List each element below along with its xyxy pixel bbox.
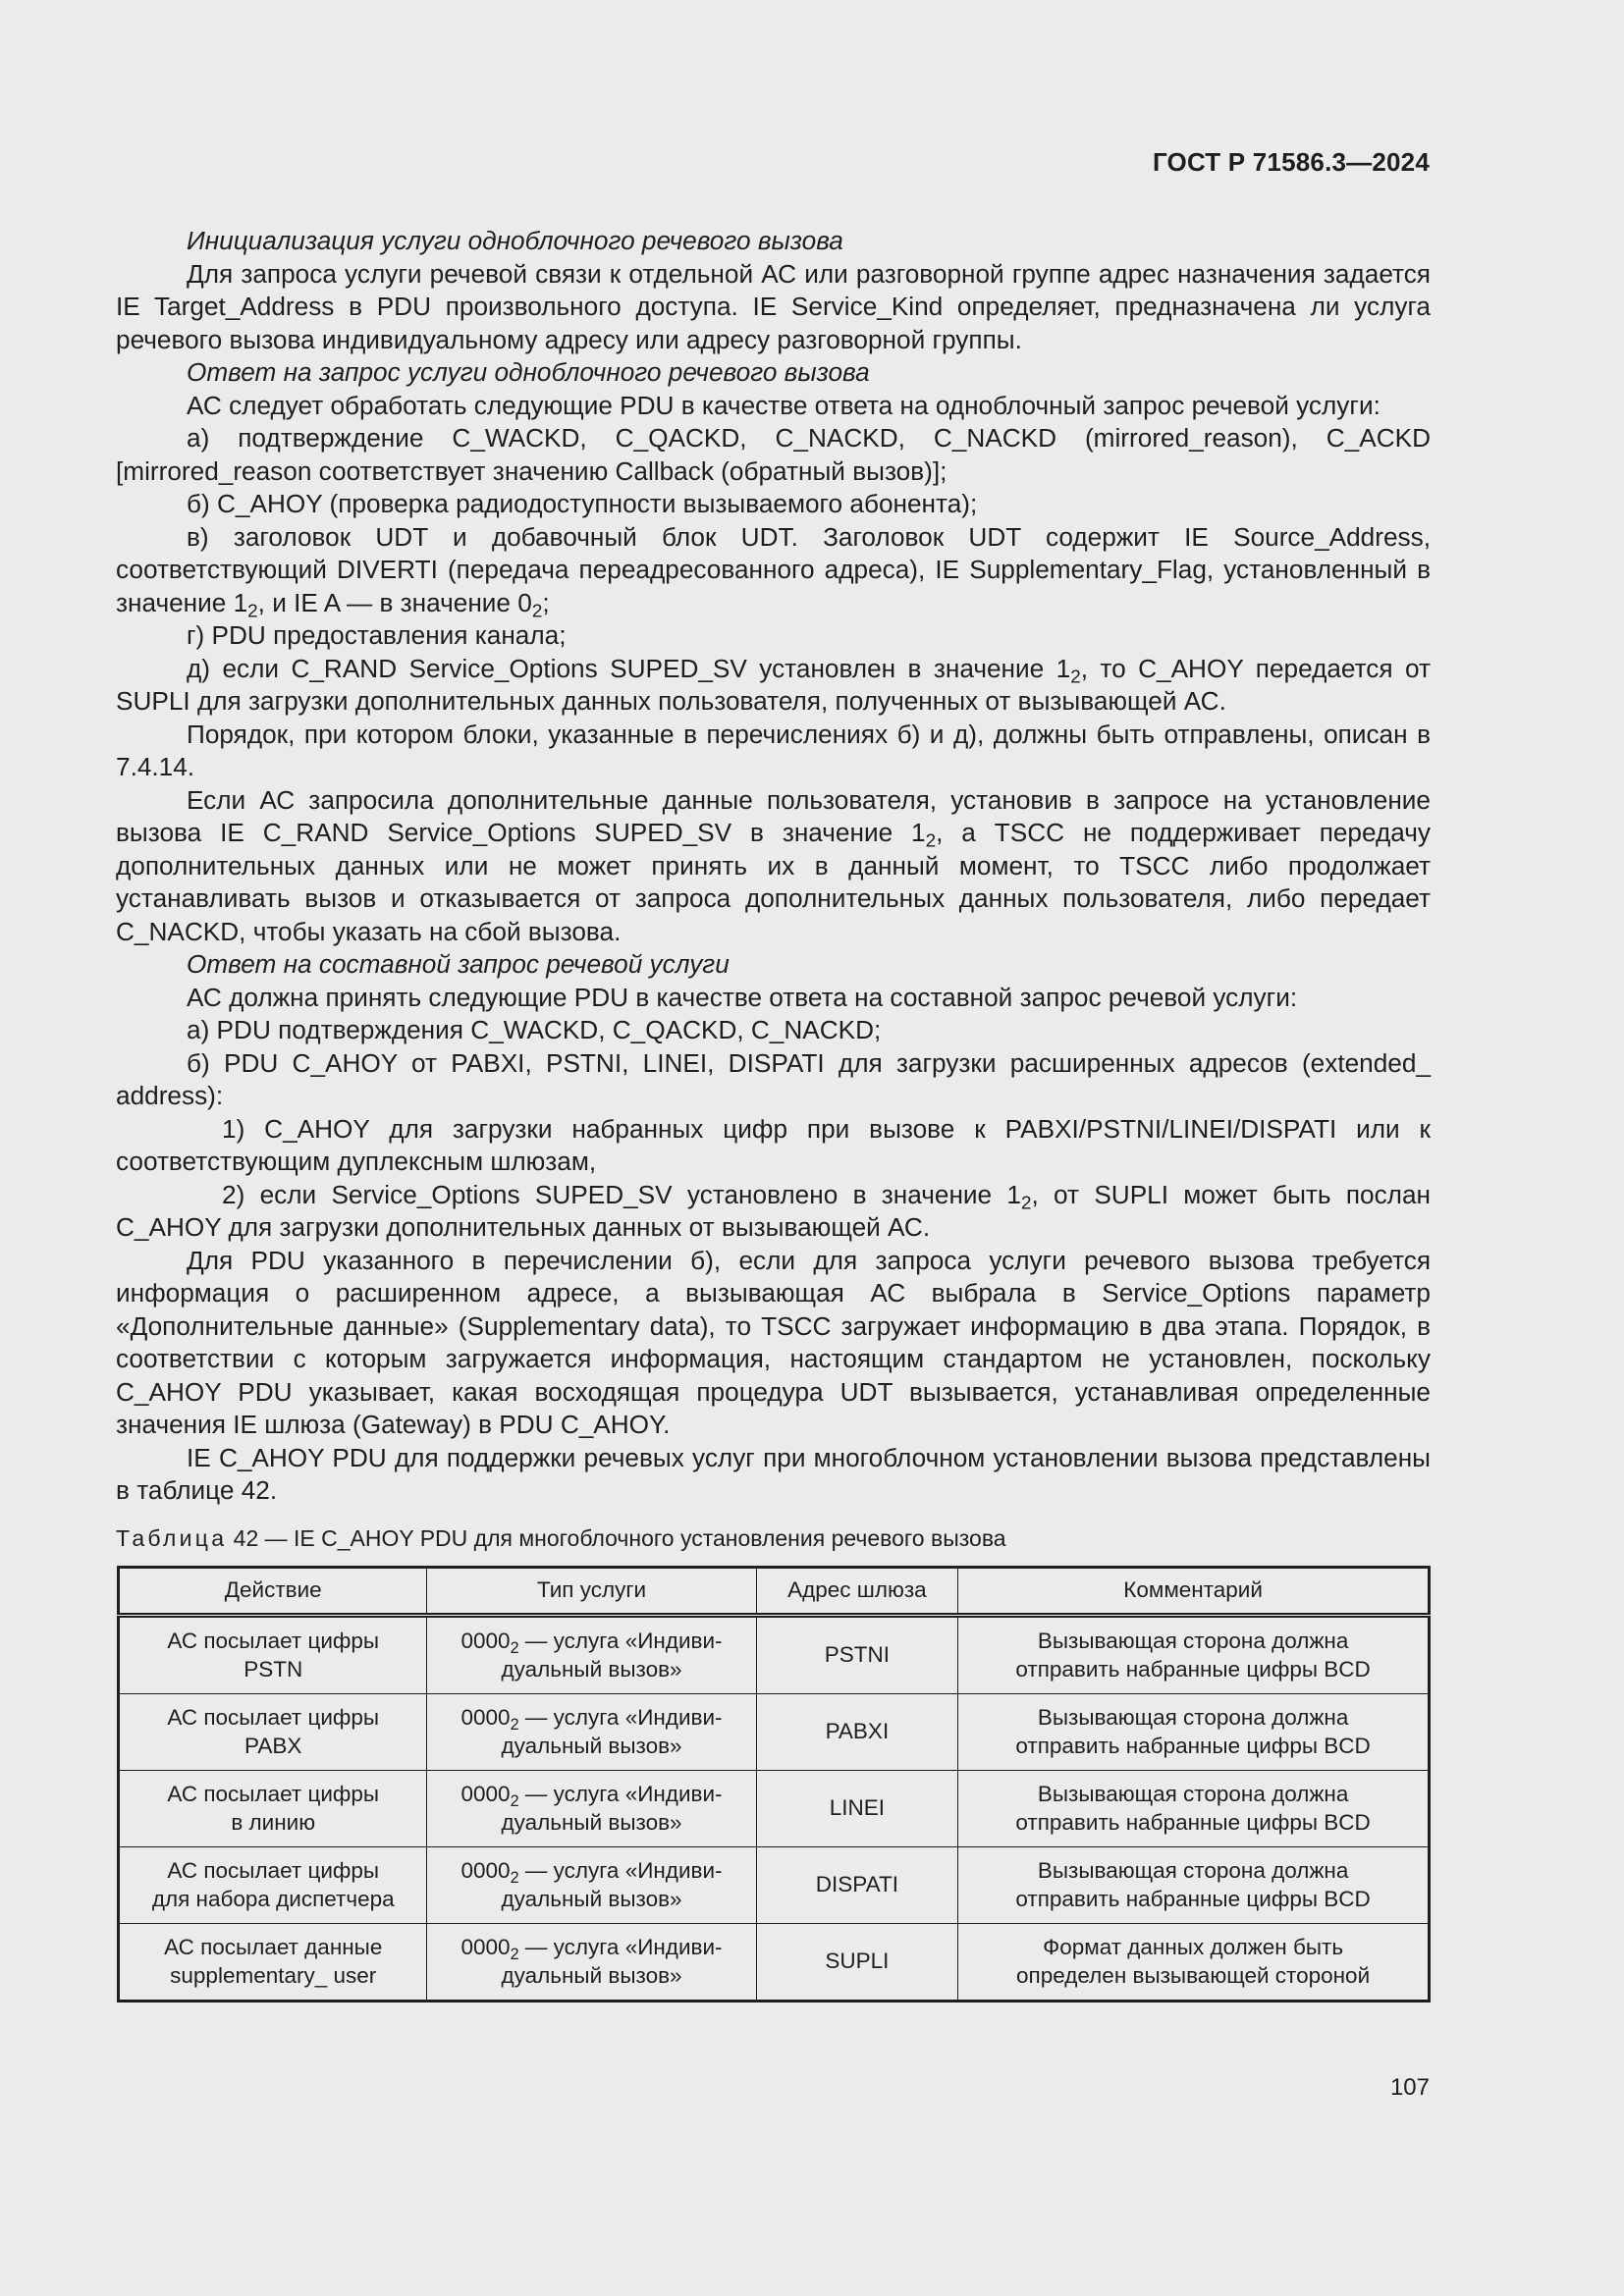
table-header-cell: Тип услуги xyxy=(427,1568,756,1616)
table-row xyxy=(119,1847,1430,1924)
section-heading: Инициализация услуги одноблочного речевого вызова xyxy=(187,226,843,255)
page-number: 107 xyxy=(1389,2074,1430,2101)
paragraph: АС должна принять следующие PDU в качестве ответа на составной запрос речевой услуги: xyxy=(187,982,1298,1012)
paragraph: д) если C_RAND Service_Options SUPED_SV установлен в значение $1_2$, то C_AHOY передается от SUPLI для загрузки дополнительных данных пользователя, полученных от вызывающей АС. xyxy=(116,653,1432,716)
table-row xyxy=(119,1924,1430,2002)
table-caption-word: Таблица xyxy=(116,1525,228,1551)
table-row xyxy=(119,1694,1430,1771)
paragraph: б) C_AHOY (проверка радиодоступности вызываемого абонента); xyxy=(187,489,978,518)
paragraph: Порядок, при котором блоки, указанные в перечислениях б) и д), должны быть отправлены, описан в 7.4.14. xyxy=(116,719,1431,781)
table-cell: АС посылает цифры PABX xyxy=(119,1694,427,1771)
paragraph: 1) C_AHOY для загрузки набранных цифр при вызове к PABXI/PSTNI/LINEI/DISPATI или к соответствующим дуплексным шлюзам, xyxy=(116,1113,1431,1176)
table-cell: LINEI xyxy=(756,1771,958,1847)
paragraph: 2) если Service_Options SUPED_SV установлено в значение $1_2$, от SUPLI может быть послан C_AHOY для загрузки дополнительных данных от вызывающей АС. xyxy=(116,1179,1431,1242)
table-row xyxy=(119,1616,1430,1694)
table-cell: Вызывающая сторона должна отправить набранные цифры BCD xyxy=(958,1847,1430,1924)
table-cell: SUPLI xyxy=(756,1924,958,2002)
table-cell: Вызывающая сторона должна отправить набранные цифры BCD xyxy=(958,1694,1430,1771)
paragraph: Для PDU указанного в перечислении б), если для запроса услуги речевого вызова требуется информация о расширенном адресе, а вызывающая АС выбрала в Service_Options параметр «Дополнительные данные» (Supplementary data), то TSCC загружает информацию в два этапа. Порядок, в соответствии с которым загружается информация, настоящим стандартом не установлен, поскольку C_AHOY PDU указывает, какая восходящая процедура UDT вызывается, устанавливая определенные значения IE шлюза (Gateway) в PDU C_AHOY. xyxy=(116,1245,1431,1439)
table-header-row xyxy=(119,1568,1430,1616)
table-row xyxy=(119,1771,1430,1847)
paragraph: Для запроса услуги речевой связи к отдельной АС или разговорной группе адрес назначения задается IE Target_Address в PDU произвольного доступа. IE Service_Kind определяет, предназначена ли услуга речевого вызова индивидуальному адресу или адресу разговорной группы. xyxy=(116,258,1431,354)
table-cell: Вызывающая сторона должна отправить набранные цифры BCD xyxy=(958,1616,1430,1694)
table-cell: DISPATI xyxy=(756,1847,958,1924)
document-body xyxy=(116,225,1431,1508)
table-cell: $0000_2$ — услуга «Индиви- дуальный вызов» xyxy=(427,1847,756,1924)
table-cell: Формат данных должен быть определен вызывающей стороной xyxy=(958,1924,1430,2002)
paragraph: IE C_AHOY PDU для поддержки речевых услуг при многоблочном установлении вызова представлены в таблице 42. xyxy=(116,1442,1431,1505)
paragraph: АС следует обработать следующие PDU в качестве ответа на одноблочный запрос речевой услуги: xyxy=(187,390,1380,420)
table-header-cell: Комментарий xyxy=(958,1568,1430,1616)
table-body xyxy=(119,1616,1430,2002)
paragraph: а) PDU подтверждения C_WACKD, C_QACKD, C_NACKD; xyxy=(187,1015,882,1044)
paragraph: г) PDU предоставления канала; xyxy=(187,620,567,650)
table-cell: PSTNI xyxy=(756,1616,958,1694)
table-cell: АС посылает цифры в линию xyxy=(119,1771,427,1847)
table-header-cell: Адрес шлюза xyxy=(756,1568,958,1616)
paragraph: Если АС запросила дополнительные данные пользователя, установив в запросе на установление вызова IE C_RAND Service_Options SUPED_SV в значение $1_2$, а TSCC не поддерживает передачу дополнительных данных или не может принять их в данный момент, то TSCC либо продолжает устанавливать вызов и отказывается от запроса дополнительных данных пользователя, либо передает C_NACKD, чтобы указать на сбой вызова. xyxy=(116,784,1431,946)
table-cell: $0000_2$ — услуга «Индиви- дуальный вызов» xyxy=(427,1616,756,1694)
table-header-cell: Действие xyxy=(119,1568,427,1616)
table-cell: АС посылает цифры PSTN xyxy=(119,1616,427,1694)
table-cell: $0000_2$ — услуга «Индиви- дуальный вызов» xyxy=(427,1771,756,1847)
table-cell: $0000_2$ — услуга «Индиви- дуальный вызов» xyxy=(427,1694,756,1771)
paragraph: а) подтверждение C_WACKD, C_QACKD, C_NACKD, C_NACKD (mirrored_reason), C_ACKD [mirrored_reason соответствует значению Callback (обратный вызов)]; xyxy=(116,423,1431,486)
paragraph: б) PDU C_AHOY от PABXI, PSTNI, LINEI, DISPATI для загрузки расширенных адресов (extended_ address): xyxy=(116,1047,1431,1110)
paragraph: в) заголовок UDT и добавочный блок UDT. Заголовок UDT содержит IE Source_Address, соответствующий DIVERTI (передача переадресованного адреса), IE Supplementary_Flag, установленный в значение $1_2$, и IE A — в значение $0_2$; xyxy=(116,521,1431,621)
table-cell: Вызывающая сторона должна отправить набранные цифры BCD xyxy=(958,1771,1430,1847)
section-heading: Ответ на составной запрос речевой услуги xyxy=(187,949,730,979)
table-caption-title: 42 — IE C_AHOY PDU для многоблочного установления речевого вызова xyxy=(233,1525,1006,1551)
table-cell: АС посылает данные supplementary_ user xyxy=(119,1924,427,2002)
table-cell: АС посылает цифры для набора диспетчера xyxy=(119,1847,427,1924)
table-cell: PABXI xyxy=(756,1694,958,1771)
data-table xyxy=(117,1566,1431,2002)
section-heading: Ответ на запрос услуги одноблочного речевого вызова xyxy=(187,357,870,387)
document-header: ГОСТ Р 71586.3—2024 xyxy=(1152,147,1430,177)
table-cell: $0000_2$ — услуга «Индиви- дуальный вызов» xyxy=(427,1924,756,2002)
table-caption xyxy=(116,1523,1006,1553)
